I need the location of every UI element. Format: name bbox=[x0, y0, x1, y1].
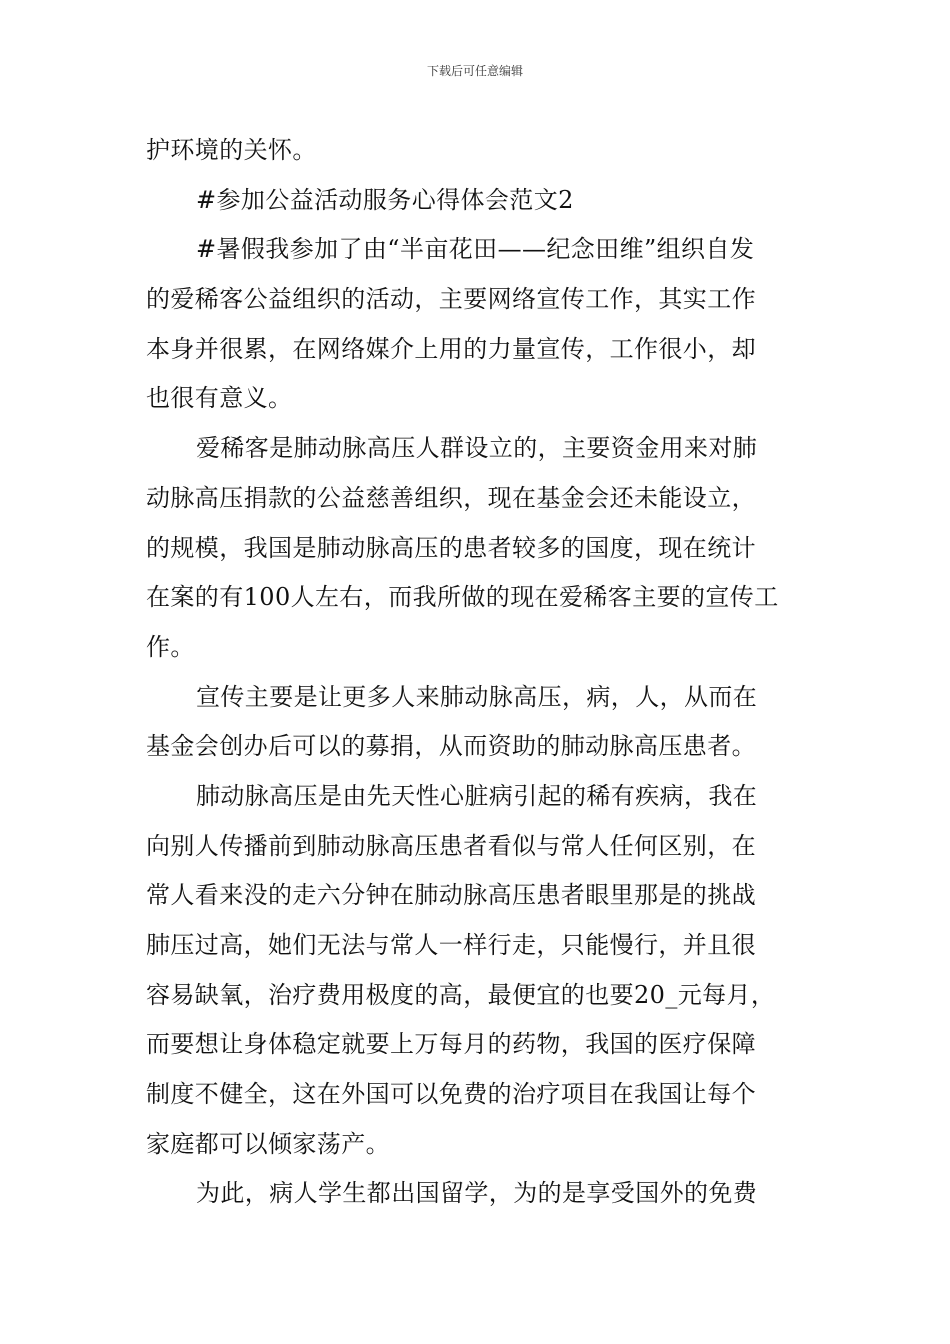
text-line: #暑假我参加了由“半亩花田——纪念田维”组织自发 bbox=[196, 235, 755, 264]
document-body bbox=[146, 126, 812, 1219]
text-line: 制度不健全，这在外国可以免费的治疗项目在我国让每个 bbox=[146, 1080, 756, 1109]
page-header: 下载后可任意编辑 bbox=[426, 64, 523, 78]
text-line: 肺压过高，她们无法与常人一样行走，只能慢行，并且很 bbox=[146, 931, 756, 959]
text-line: 为此，病人学生都出国留学，为的是享受国外的免费 bbox=[196, 1179, 758, 1208]
text-line: 宣传主要是让更多人来肺动脉高压，病，人，从而在 bbox=[196, 682, 758, 711]
section-heading: #参加公益活动服务心得体会范文2 bbox=[196, 185, 574, 214]
text-line: 而要想让身体稳定就要上万每月的药物，我国的医疗保障 bbox=[146, 1030, 756, 1059]
text-line: 基金会创办后可以的募捐，从而资助的肺动脉高压患者。 bbox=[146, 732, 756, 761]
text-line: 爱稀客是肺动脉高压人群设立的，主要资金用来对肺 bbox=[196, 434, 758, 463]
text-line: 家庭都可以倾家荡产。 bbox=[146, 1129, 390, 1158]
text-line: 作。 bbox=[146, 632, 195, 661]
text-line: 的规模，我国是肺动脉高压的患者较多的国度，现在统计 bbox=[146, 533, 756, 562]
text-line: 本身并很累，在网络媒介上用的力量宣传，工作很小，却 bbox=[146, 334, 756, 363]
text-line: 向别人传播前到肺动脉高压患者看似与常人任何区别，在 bbox=[146, 831, 756, 860]
text-line: 肺动脉高压是由先天性心脏病引起的稀有疾病，我在 bbox=[196, 781, 758, 810]
text-line: 也很有意义。 bbox=[146, 384, 293, 413]
text-line: 在案的有100人左右，而我所做的现在爱稀客主要的宣传工 bbox=[146, 583, 779, 612]
text-line: 常人看来没的走六分钟在肺动脉高压患者眼里那是的挑战 bbox=[146, 881, 756, 910]
text-line: 动脉高压捐款的公益慈善组织，现在基金会还未能设立， bbox=[146, 483, 756, 512]
text-line: 护环境的关怀。 bbox=[146, 136, 317, 164]
text-line: 的爱稀客公益组织的活动，主要网络宣传工作，其实工作 bbox=[146, 285, 756, 314]
text-line: 容易缺氧，治疗费用极度的高，最便宜的也要20_元每月， bbox=[146, 980, 776, 1009]
